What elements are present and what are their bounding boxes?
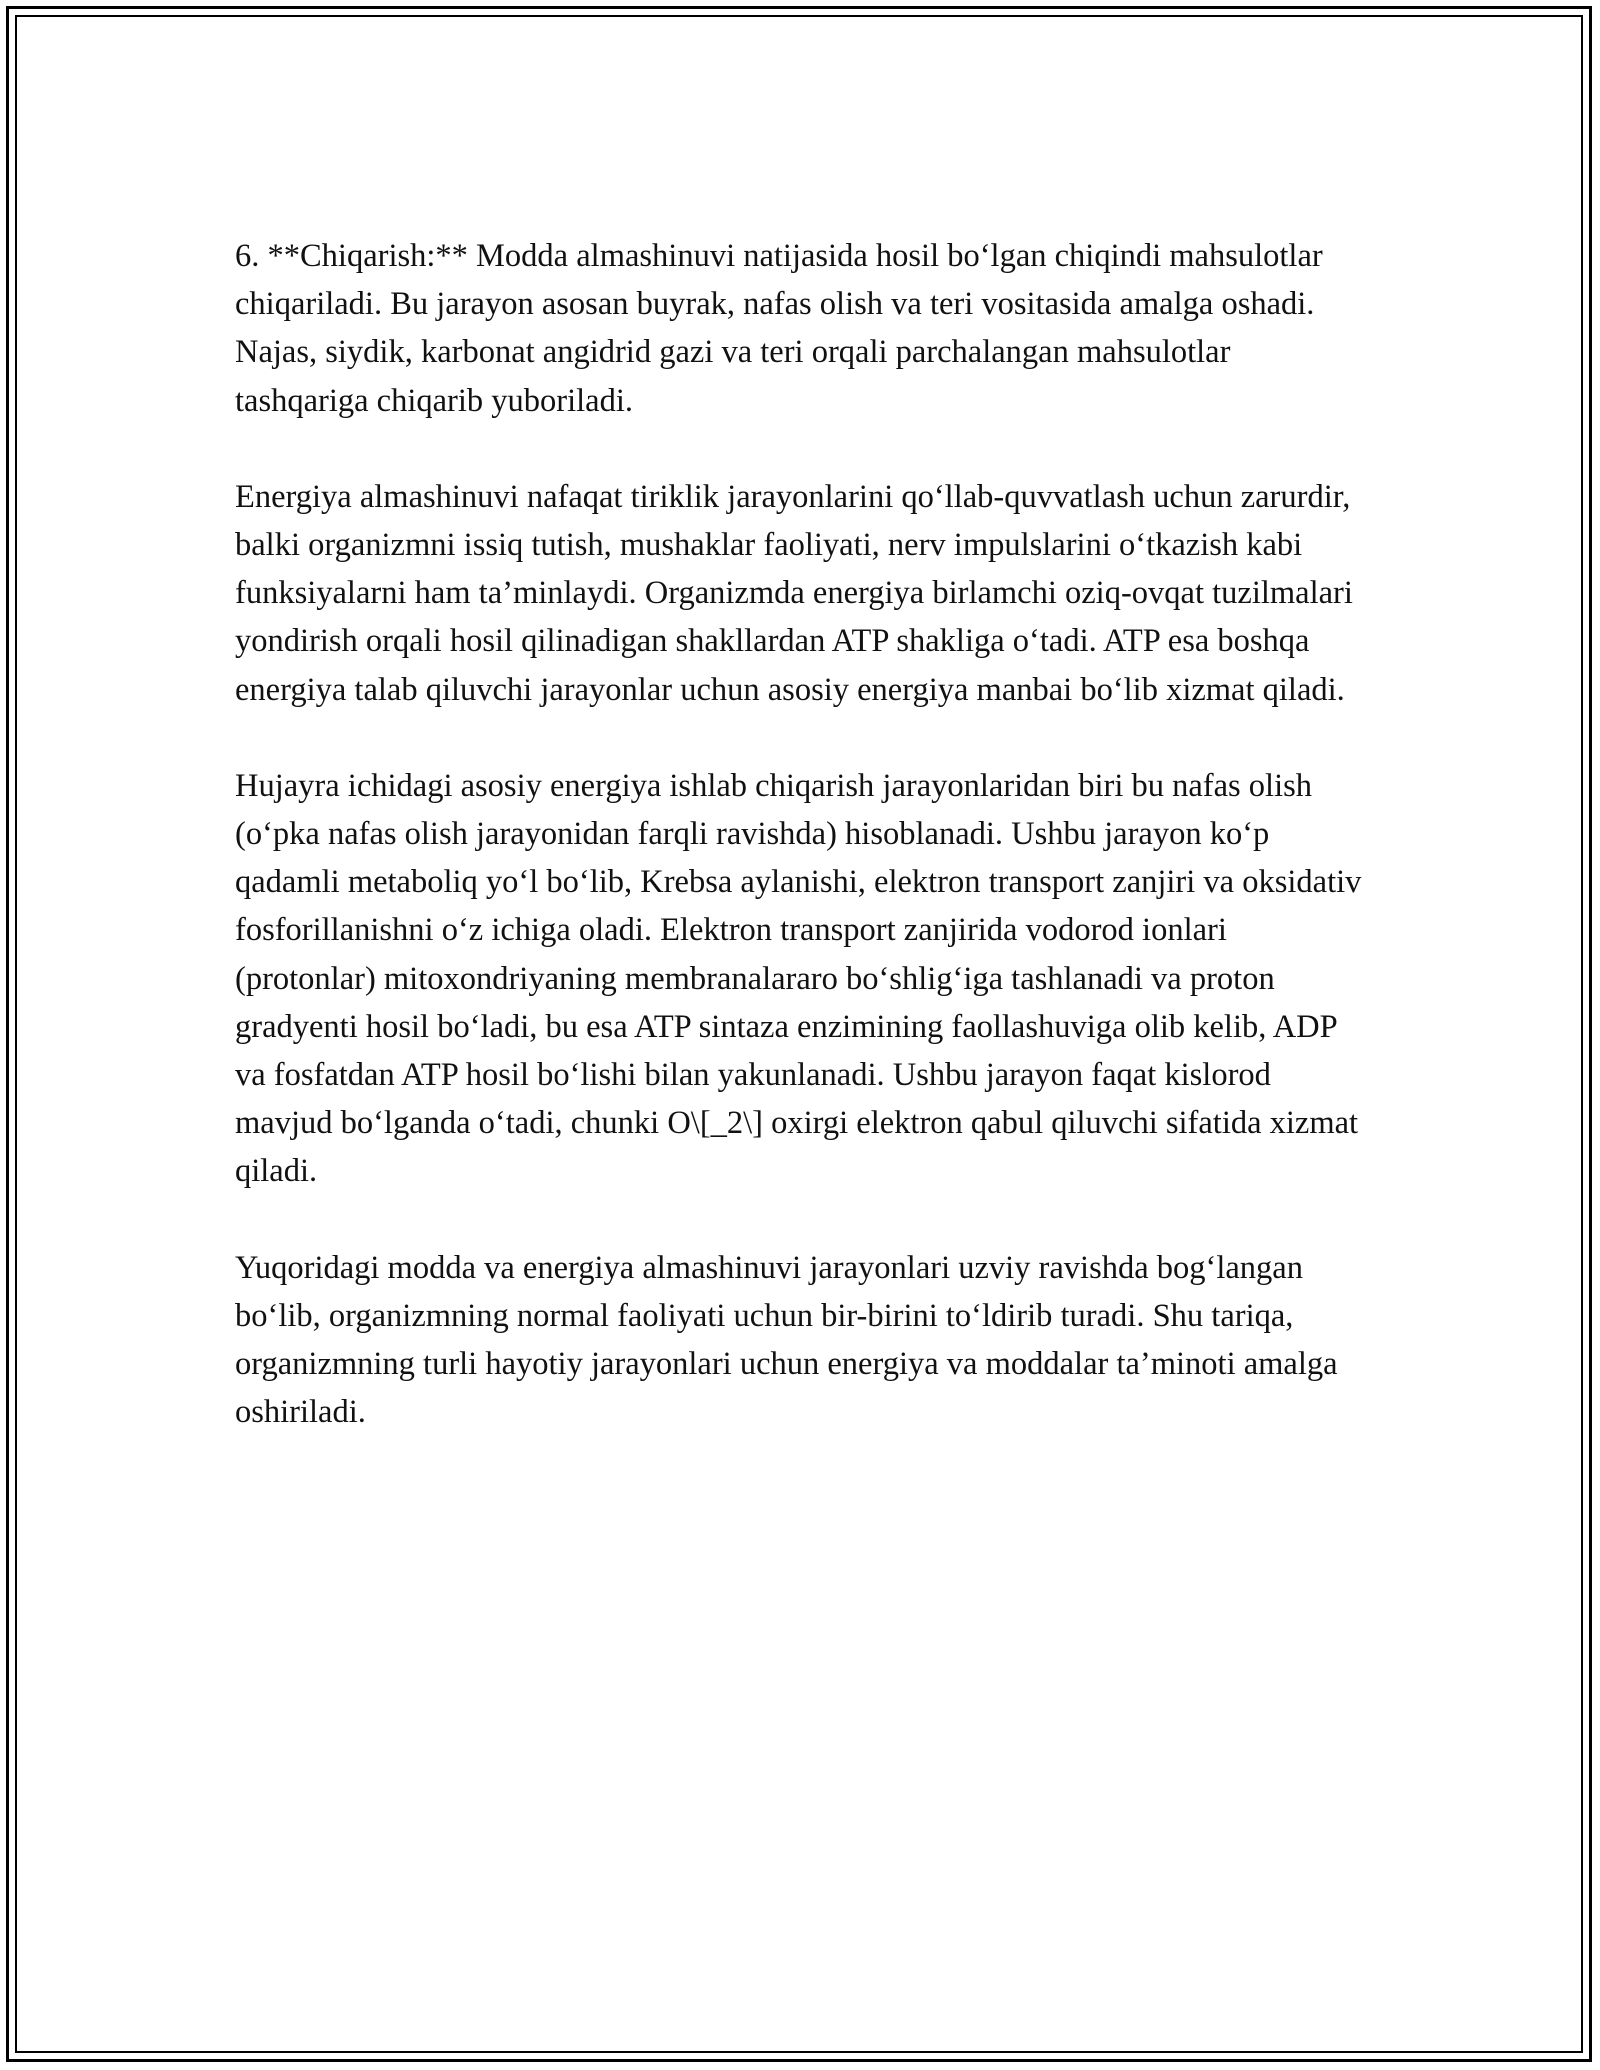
paragraph-excretion: 6. **Chiqarish:** Modda almashinuvi natijasida hosil bo‘lgan chiqindi mahsulotlar chiqariladi. Bu jarayon asosan buyrak, nafas olish va teri vositasida amalga oshadi. Najas, siydik, karbonat angidrid gazi va teri orqali parchalangan mahsulotlar tashqariga chiqarib yuboriladi. [235,238,1323,419]
paragraph-energy-exchange: Energiya almashinuvi nafaqat tiriklik jarayonlarini qo‘llab-quvvatlash uchun zarurdir, balki organizmni issiq tutish, mushaklar faoliyati, nerv impulslarini o‘tkazish kabi funksiyalarni ham ta’minlaydi. Organizmda energiya birlamchi oziq-ovqat tuzilmalari yondirish orqali hosil qilinadigan shakllardan ATP shakliga o‘tadi. ATP esa boshqa energiya talab qiluvchi jarayonlar uchun asosiy energiya manbai bo‘lib xizmat qiladi. [235,478,1353,708]
document-body [235,232,1370,1484]
paragraph-conclusion: Yuqoridagi modda va energiya almashinuvi jarayonlari uzviy ravishda bog‘langan bo‘lib, organizmning normal faoliyati uchun bir-birini to‘ldirib turadi. Shu tariqa, organizmning turli hayotiy jarayonlari uchun energiya va moddalar ta’minoti amalga oshiriladi. [235,1249,1338,1431]
paragraph-cellular-respiration: Hujayra ichidagi asosiy energiya ishlab chiqarish jarayonlaridan biri bu nafas olish (o‘pka nafas olish jarayonidan farqli ravishda) hisoblanadi. Ushbu jarayon ko‘p qadamli metaboliq yo‘l bo‘lib, Krebsa aylanishi, elektron transport zanjiri va oksidativ fosforillanishni o‘z ichiga oladi. Elektron transport zanjirida vodorod ionlari (protonlar) mitoxondriyaning membranalararo bo‘shlig‘iga tashlanadi va proton gradyenti hosil bo‘ladi, bu esa ATP sintaza enzimining faollashuviga olib kelib, ADP va fosfatdan ATP hosil bo‘lishi bilan yakunlanadi. Ushbu jarayon faqat kislorod mavjud bo‘lganda o‘tadi, chunki O\[_2\] oxirgi elektron qabul qiluvchi sifatida xizmat qiladi. [235,767,1362,1190]
